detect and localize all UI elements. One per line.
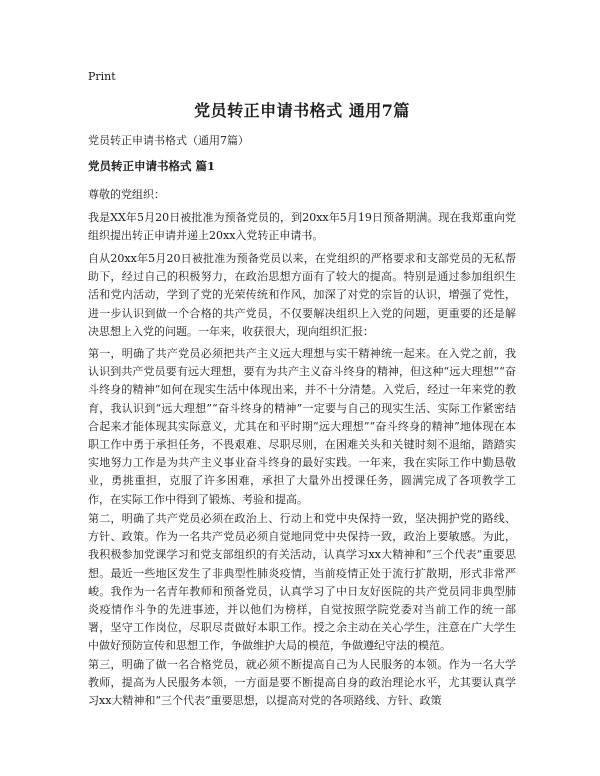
paragraph-3: 第一，明确了共产党员必须把共产主义远大理想与实干精神统一起来。在入党之前，我认识到共产党员要有远大理想，要有为共产主义奋斗终身的精神，但这种“远大理想”“奋斗终身的精神”如何在现实生活中体现出来，并不十分清楚。入党后，经过一年来党的教育，我认识到“远大理想”“奋斗终身的精神”一定要与自己的现实生活、实际工作紧密结合起来才能体现其实际意义，尤其在和平时期“远大理想”“奋斗终身的精神”地体现在本职工作中勇于承担任务，不畏艰难、尽职尽则，在困难关头和关键时刻不退缩，踏踏实实地努力工作是为共产主义事业奋斗终身的最好实践。一年来，我在实际工作中勤恳敬业，勇挑重担，克服了许多困难，承担了大量外出授课任务，圆满完成了各项教学工作，在实际工作中得到了锻炼、考验和提高。 xyxy=(88,347,516,506)
paragraph-1: 我是XX年5月20日被批准为预备党员的，到20xx年5月19日预备期满。现在我郑重向党组织提出转正申请并递上20xx入党转正申请书。 xyxy=(88,211,516,243)
paragraph-2: 自从20xx年5月20日被批准为预备党员以来，在党组织的严格要求和支部党员的无私帮助下，经过自己的积极努力，在政治思想方面有了较大的提高。特别是通过参加组织生活和党内活动，学到了党的光荣传统和作风，加深了对党的宗旨的认识，增强了党性，进一步认识到做一个合格的共产党员，不仅要解决组织上入党的问题，更重要的还是解决思想上入党的问题。一年来，收获很大，现向组织汇报： xyxy=(88,252,516,338)
print-label[interactable]: Print xyxy=(88,70,116,83)
document-subtitle: 党员转正申请书格式（通用7篇） xyxy=(88,134,249,147)
paragraph-4: 第二，明确了共产党员必须在政治上、行动上和党中央保持一致，坚决拥护党的路线、方针、政策。作为一名共产党员必须自觉地同党中央保持一致，政治上要敏感。为此，我积极参加党课学习和党支部组织的有关活动，认真学习xx大精神和“三个代表”重要思想。最近一些地区发生了非典型性肺炎疫情，当前疫情正处于流行扩散期，形式非常严峻。我作为一名青年教师和预备党员，认真学习了中日友好医院的共产党员同非典型肺炎疫情作斗争的先进事迹，并以他们为榜样，自觉按照学院党委对当前工作的统一部署，坚守工作岗位，尽职尽责做好本职工作。授之余主动在关心学生，注意在广大学生中做好预防宣传和思想工作，争做维护大局的模范，争做遵纪守法的模范。 xyxy=(88,512,516,653)
page-title: 党员转正申请书格式 通用7篇 xyxy=(194,101,410,120)
section-heading: 党员转正申请书格式 篇1 xyxy=(88,159,216,173)
greeting: 尊敬的党组织： xyxy=(88,188,165,201)
paragraph-5: 第三，明确了做一名合格党员，就必须不断提高自己为人民服务的本领。作为一名大学教师，提高为人民服务本领，一方面是要不断提高自身的政治理论水平，尤其要认真学习xx大精神和“三个代表”重要思想，以提高对党的各项路线、方针、政策 xyxy=(88,658,516,708)
